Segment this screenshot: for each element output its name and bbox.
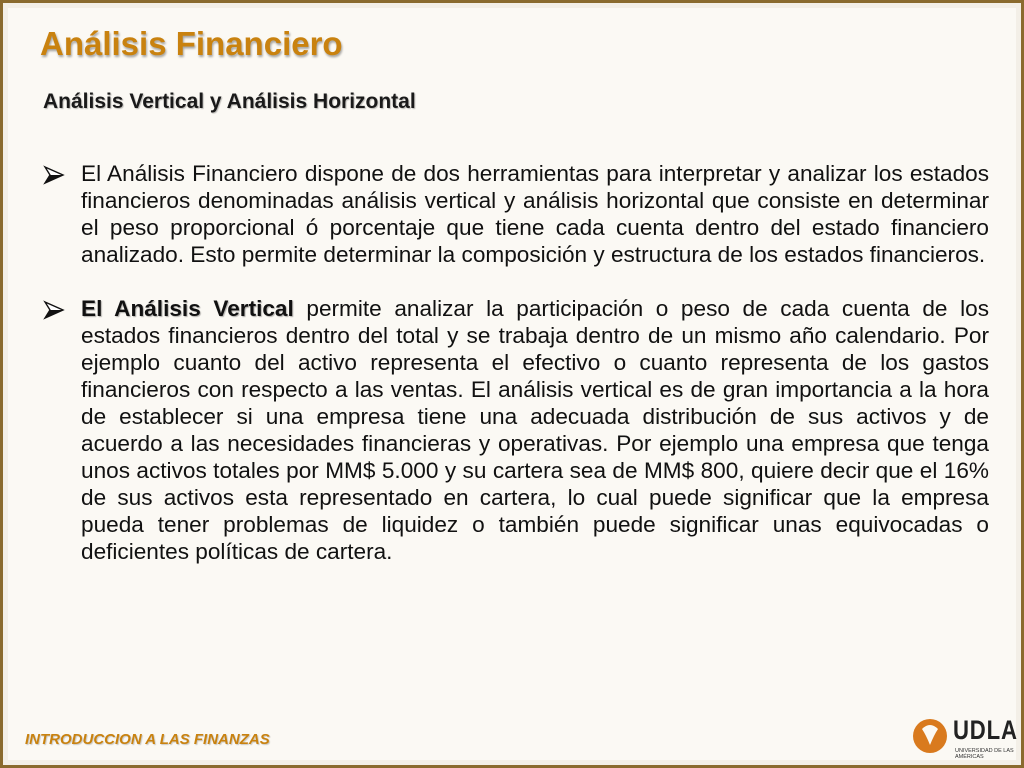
bullet-text: El Análisis Financiero dispone de dos herramientas para interpretar y analizar los estados financieros denominadas análisis vertical y análisis horizontal que consiste en determinar el peso proporcional ó porcentaje que tiene cada cuenta dentro del estado financiero analizado. Esto permite determinar la composición y estructura de los estados financieros. [81,161,989,267]
slide-subtitle: Análisis Vertical y Análisis Horizontal [43,90,416,113]
slide-title: Análisis Financiero [40,25,343,62]
bullet-item-1 [43,160,989,268]
arrow-bullet-icon [43,300,67,320]
bullet-text: permite analizar la participación o peso de cada cuenta de los estados financieros dentro del total y se trabaja dentro de un mismo año calendario. Por ejemplo cuanto del activo representa el efectivo o cuanto representa de los gastos financieros con respecto a las ventas. El análisis vertical es de gran importancia a la hora de establecer si una empresa tiene una adecuada distribución de sus activos y de acuerdo a las necesidades financieras y operativas. Por ejemplo una empresa que tenga unos activos totales por MM$ 5.000 y su cartera sea de MM$ 800, quiere decir que el 16% de sus activos esta representado en cartera, lo cual puede significar que la empresa pueda tener problemas de liquidez o también puede significar unas equivocadas o deficientes políticas de cartera. [81,296,989,564]
logo-tagline: UNIVERSIDAD DE LAS AMÉRICAS [955,748,1014,760]
logo-name: UDLA [953,715,1018,745]
bullet-item-2 [43,295,989,565]
footer-course-title: INTRODUCCION A LAS FINANZAS [25,731,270,748]
bullet-list [43,160,989,565]
bullet-lead: El Análisis Vertical [81,296,294,321]
arrow-bullet-icon [43,165,67,185]
